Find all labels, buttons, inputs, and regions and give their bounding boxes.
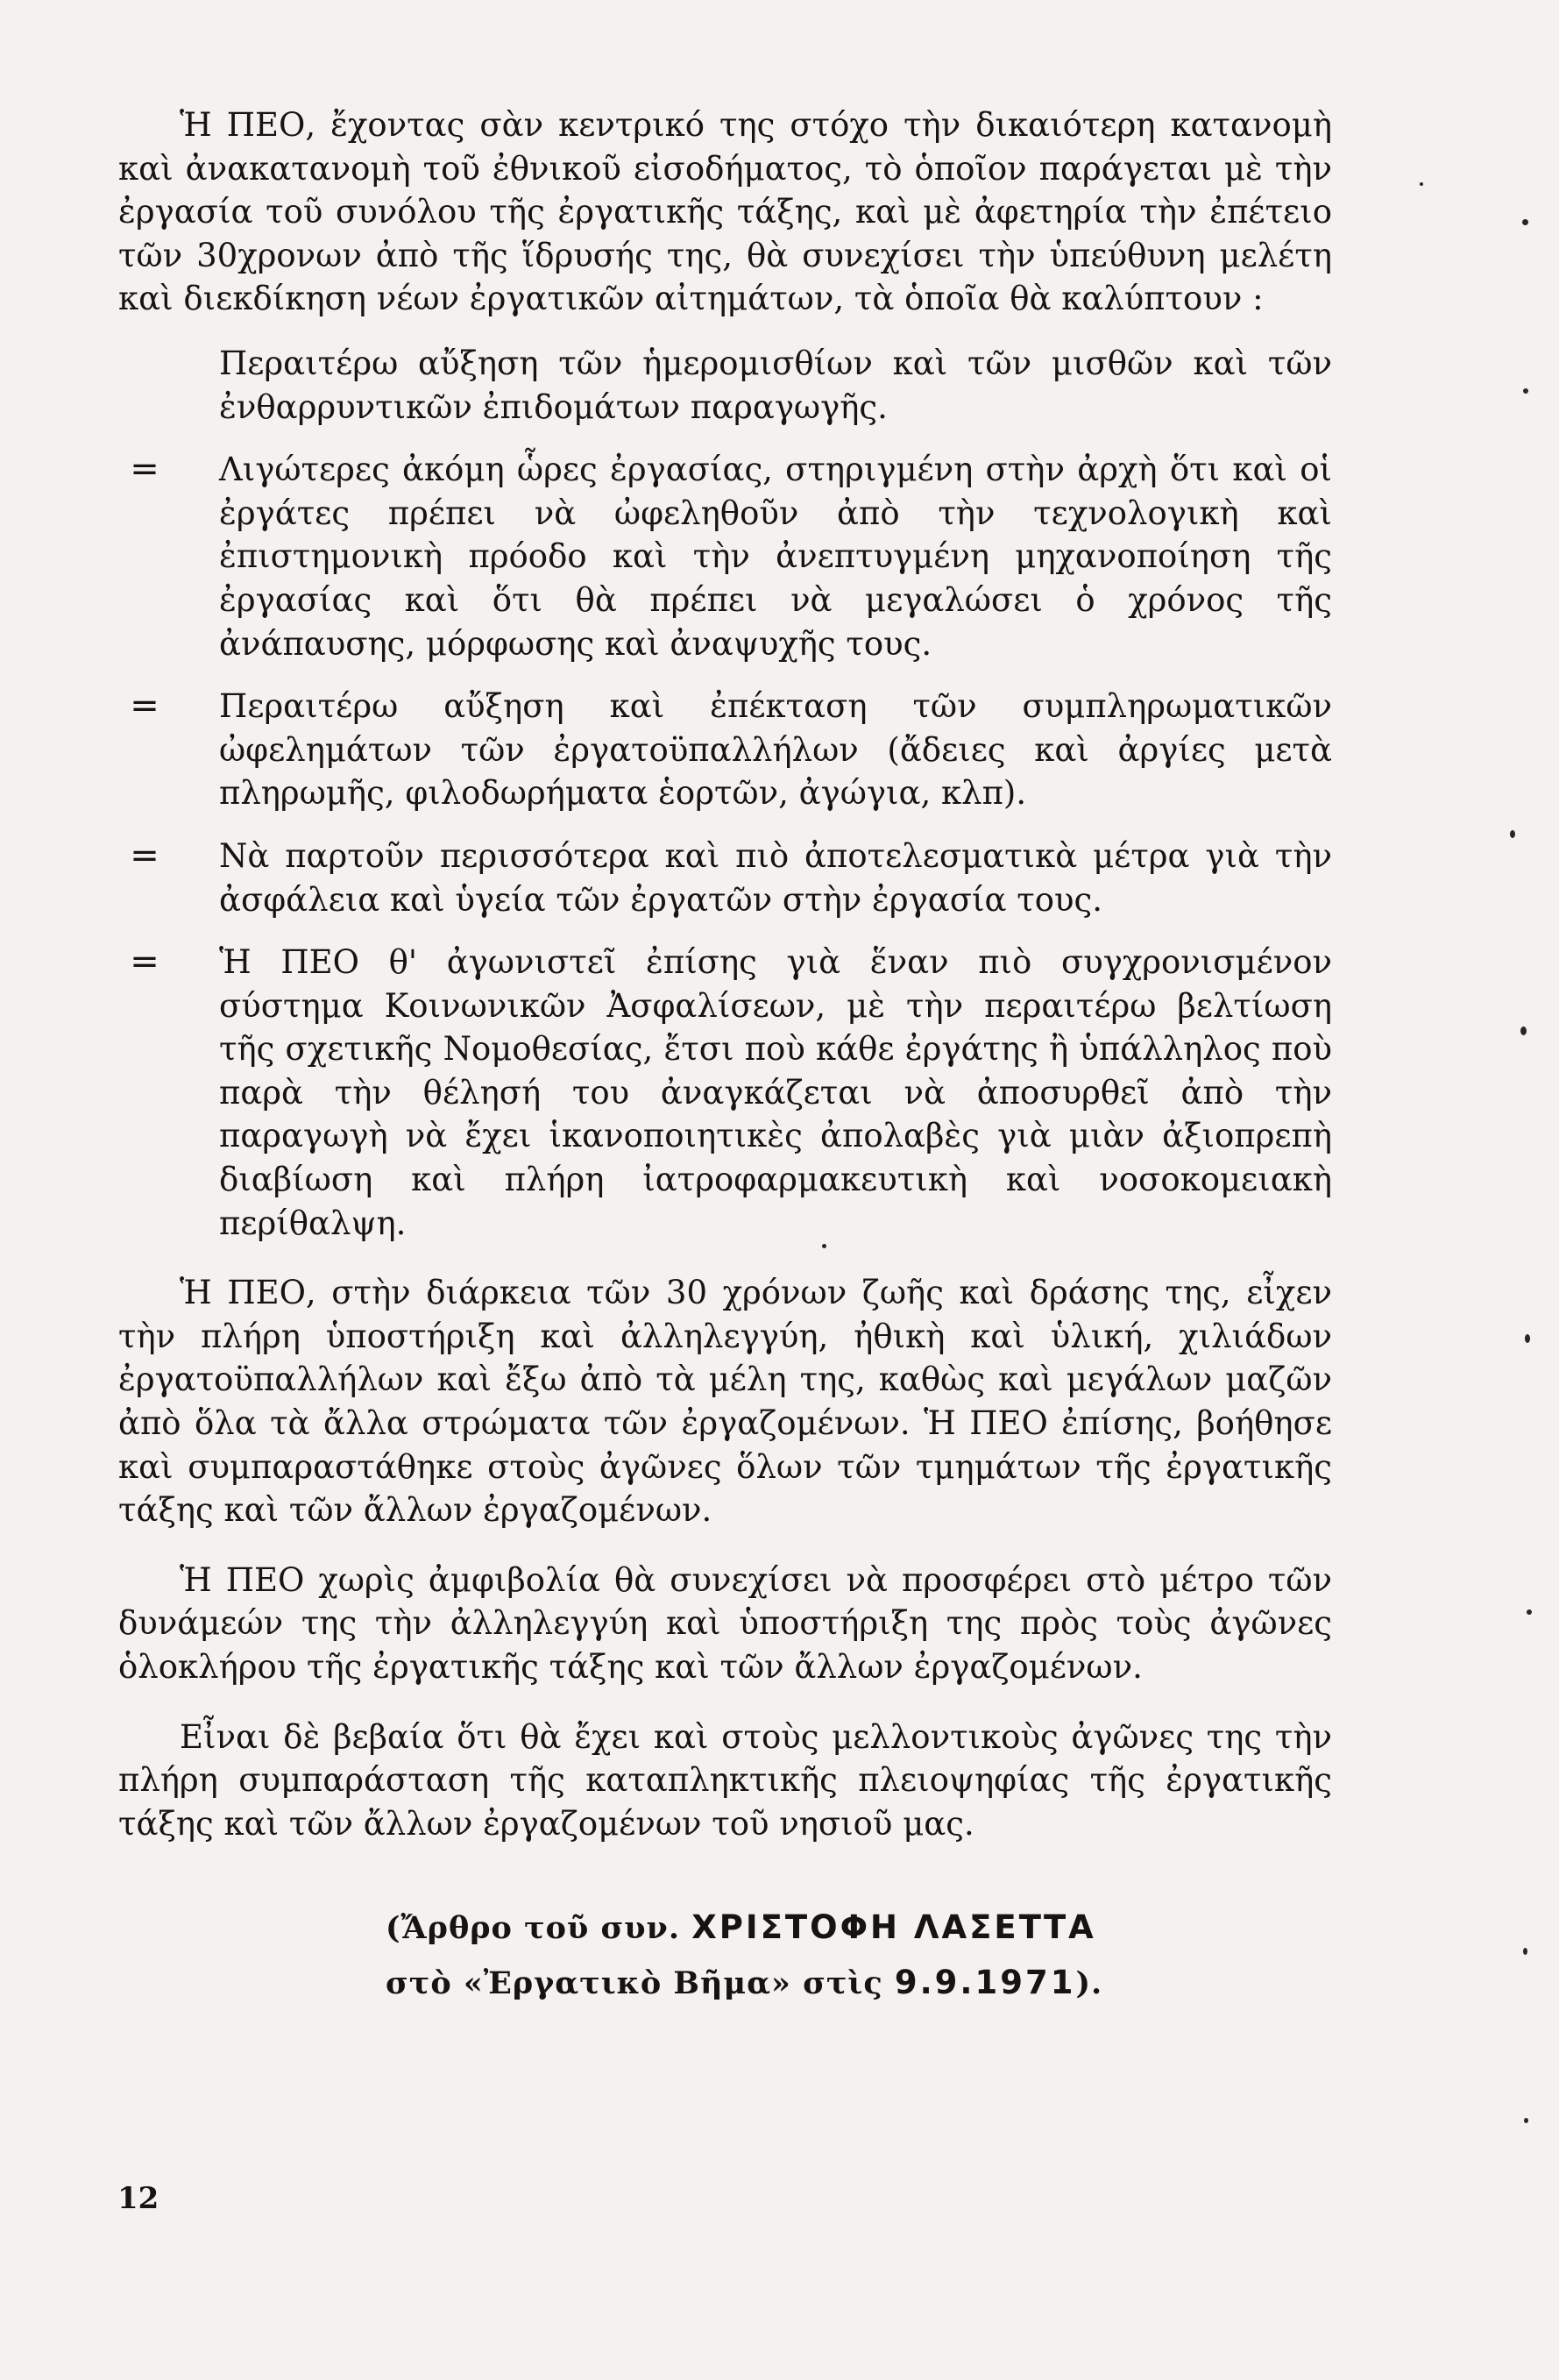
scan-speck bbox=[1523, 1948, 1527, 1955]
demands-list bbox=[118, 342, 1332, 1245]
list-item-text: Περαιτέρω αὔξηση καὶ ἐπέκταση τῶν συμπληρωματικῶν ὠφελημάτων τῶν ἐργατοϋπαλλήλων (ἄδειες καὶ ἀργίες μετὰ πληρωμῆς, φιλοδωρήματα ἑορτῶν, ἀγώγια, κλπ). bbox=[219, 687, 1332, 813]
citation-suffix: ). bbox=[1075, 1965, 1103, 2001]
citation-author: ΧΡΙΣΤΟΦΗ ΛΑΣΕΤΤΑ bbox=[691, 1908, 1096, 1946]
list-marker: = bbox=[130, 449, 159, 490]
list-marker: = bbox=[130, 941, 159, 983]
page-number: 12 bbox=[117, 2181, 159, 2216]
list-item bbox=[118, 342, 1332, 429]
citation-line-1 bbox=[386, 1900, 1336, 1956]
list-marker: = bbox=[130, 835, 159, 876]
list-item bbox=[118, 835, 1332, 921]
scan-speck bbox=[1525, 1334, 1530, 1343]
citation-source: στὸ «Ἐργατικὸ Βῆμα» στὶς bbox=[386, 1965, 895, 2001]
body-text bbox=[118, 103, 1332, 1845]
scan-speck bbox=[1523, 388, 1528, 394]
citation-prefix: (Ἄρθρο τοῦ συν. bbox=[386, 1910, 692, 1946]
support-paragraph: Ἡ ΠΕΟ, στὴν διάρκεια τῶν 30 χρόνων ζωῆς καὶ δράσης της, εἶχεν τὴν πλήρη ὑποστήριξη καὶ ἀλληλεγγύη, ἠθικὴ καὶ ὑλική, χιλιάδων ἐργατοϋπαλλήλων καὶ ἔξω ἀπὸ τὰ μέλη της, καθὼς καὶ μεγάλων μαζῶν ἀπὸ ὅλα τὰ ἄλλα στρώματα τῶν ἐργαζομένων. Ἡ ΠΕΟ ἐπίσης, βοήθησε καὶ συμπαραστάθηκε στοὺς ἀγῶνες ὅλων τῶν τμημάτων τῆς ἐργατικῆς τάξης καὶ τῶν ἄλλων ἐργαζομένων. bbox=[118, 1274, 1332, 1530]
scan-speck bbox=[1527, 1609, 1532, 1615]
scan-speck bbox=[1510, 830, 1515, 838]
future-paragraph: Εἶναι δὲ βεβαία ὅτι θὰ ἔχει καὶ στοὺς μελλοντικοὺς ἀγῶνες της τὴν πλήρη συμπαράσταση τῆς καταπληκτικῆς πλειοψηφίας τῆς ἐργατικῆς τάξης καὶ τῶν ἄλλων ἐργαζομένων τοῦ νησιοῦ μας. bbox=[118, 1717, 1332, 1843]
list-item bbox=[118, 685, 1332, 815]
article-citation bbox=[386, 1900, 1336, 2011]
citation-line-2 bbox=[386, 1956, 1336, 2011]
scan-speck bbox=[1522, 219, 1528, 225]
list-item bbox=[118, 448, 1332, 665]
list-item-text: Περαιτέρω αὔξηση τῶν ἡμερομισθίων καὶ τῶν μισθῶν καὶ τῶν ἐνθαρρυντικῶν ἐπιδομάτων παραγωγῆς. bbox=[219, 344, 1332, 426]
list-item bbox=[118, 941, 1332, 1245]
list-item-text: Νὰ παρτοῦν περισσότερα καὶ πιὸ ἀποτελεσματικὰ μέτρα γιὰ τὴν ἀσφάλεια καὶ ὑγεία τῶν ἐργατῶν στὴν ἐργασία τους. bbox=[219, 836, 1332, 919]
list-item-text: Ἡ ΠΕΟ θ' ἀγωνιστεῖ ἐπίσης γιὰ ἕναν πιὸ συγχρονισμένον σύστημα Κοινωνικῶν Ἀσφαλίσεων, μὲ τὴν περαιτέρω βελτίωση τῆς σχετικῆς Νομοθεσίας, ἔτσι ποὺ κάθε ἐργάτης ἢ ὑπάλληλος ποὺ παρὰ τὴν θέλησή του ἀναγκάζεται νὰ ἀποσυρθεῖ ἀπὸ τὴν παραγωγὴ νὰ ἔχει ἱκανοποιητικὲς ἀπολαβὲς γιὰ μιὰν ἀξιοπρεπὴ διαβίωση καὶ πλήρη ἰατροφαρμακευτικὴ καὶ νοσοκομειακὴ περίθαλψη. bbox=[219, 943, 1332, 1242]
scan-speck bbox=[1520, 1027, 1527, 1035]
list-item-text: Λιγώτερες ἀκόμη ὧρες ἐργασίας, στηριγμένη στὴν ἀρχὴ ὅτι καὶ οἱ ἐργάτες πρέπει νὰ ὠφεληθοῦν ἀπὸ τὴν τεχνολογικὴ καὶ ἐπιστημονικὴ πρόοδο καὶ τὴν ἀνεπτυγμένη μηχανοποίηση τῆς ἐργασίας καὶ ὅτι θὰ πρέπει νὰ μεγαλώσει ὁ χρόνος τῆς ἀνάπαυσης, μόρφωσης καὶ ἀναψυχῆς τους. bbox=[219, 451, 1332, 663]
scan-speck bbox=[1524, 2118, 1528, 2123]
list-marker: = bbox=[130, 686, 159, 727]
scan-speck bbox=[822, 1244, 826, 1248]
scan-speck bbox=[1420, 182, 1423, 186]
intro-paragraph: Ἡ ΠΕΟ, ἔχοντας σὰν κεντρικό της στόχο τὴν δικαιότερη κατανομὴ καὶ ἀνακατανομὴ τοῦ ἐθνικοῦ εἰσοδήματος, τὸ ὁποῖον παράγεται μὲ τὴν ἐργασία τοῦ συνόλου τῆς ἐργατικῆς τάξης, καὶ μὲ ἀφετηρία τὴν ἐπέτειο τῶν 30χρονων ἀπὸ τῆς ἵδρυσής της, θὰ συνεχίσει τὴν ὑπεύθυνη μελέτη καὶ διεκδίκηση νέων ἐργατικῶν αἰτημάτων, τὰ ὁποῖα θὰ καλύπτουν : bbox=[118, 106, 1332, 318]
solidarity-paragraph: Ἡ ΠΕΟ χωρὶς ἀμφιβολία θὰ συνεχίσει νὰ προσφέρει στὸ μέτρο τῶν δυνάμεών της τὴν ἀλληλεγγύη καὶ ὑποστήριξη της πρὸς τοὺς ἀγῶνες ὁλοκλήρου τῆς ἐργατικῆς τάξης καὶ τῶν ἄλλων ἐργαζομένων. bbox=[118, 1560, 1332, 1686]
citation-date: 9.9.1971 bbox=[894, 1964, 1076, 2001]
